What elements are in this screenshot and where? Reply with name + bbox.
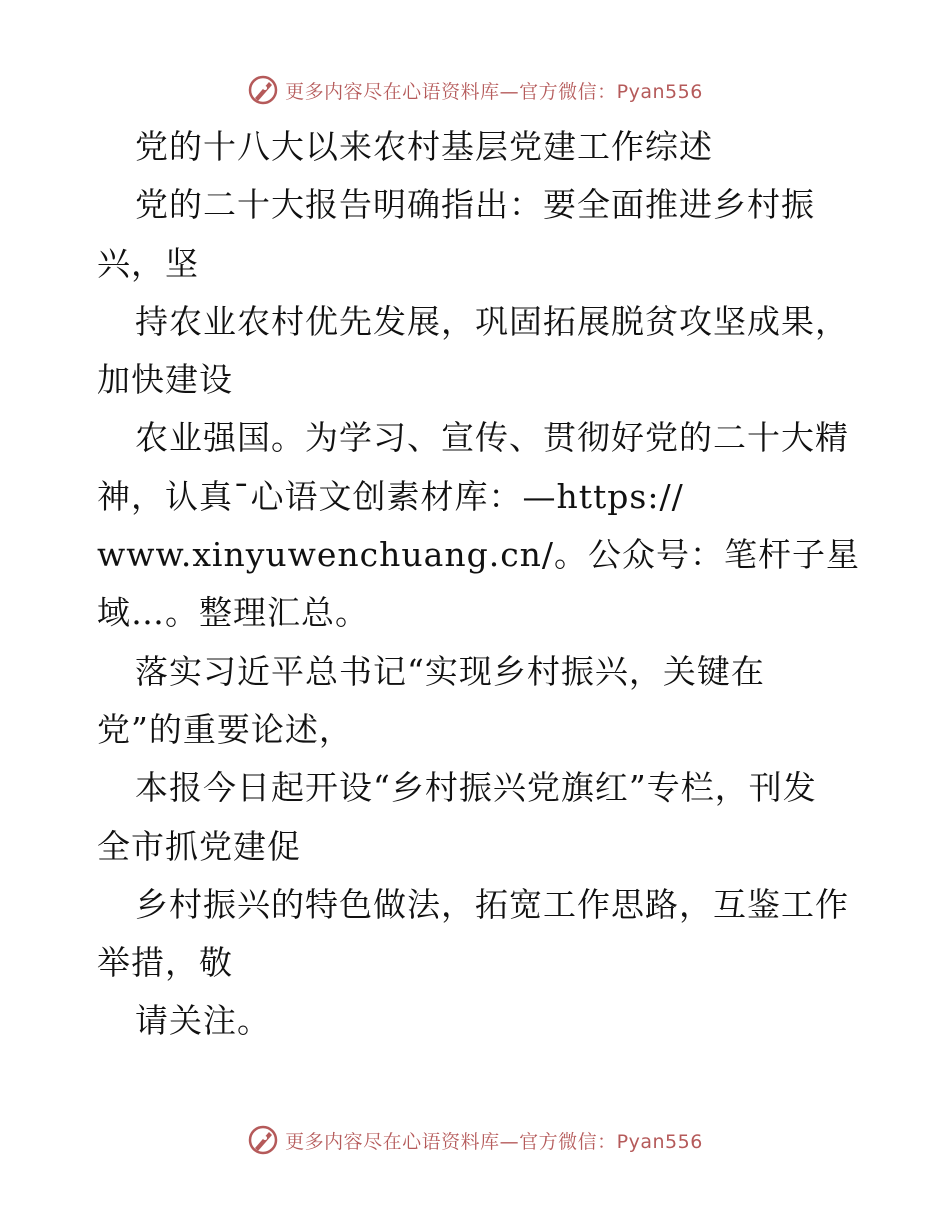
paragraph-line: 全市抓党建促 bbox=[97, 826, 301, 866]
header-banner bbox=[0, 72, 950, 108]
paragraph-line: 持农业农村优先发展，巩固拓展脱贫攻坚成果， bbox=[135, 301, 849, 341]
fountain-pen-logo-icon bbox=[247, 1124, 279, 1156]
document-title: 党的十八大以来农村基层党建工作综述 bbox=[135, 127, 713, 166]
paragraph-line: 神，认真¯心语文创素材库：—https:// bbox=[97, 476, 684, 516]
paragraph-line: 加快建设 bbox=[97, 360, 233, 400]
paragraph-line: www.xinyuwenchuang.cn/。公众号：笔杆子星 bbox=[97, 535, 861, 575]
paragraph-line: 落实习近平总书记“实现乡村振兴，关键在 bbox=[135, 651, 765, 691]
fountain-pen-logo-icon bbox=[247, 74, 279, 106]
paragraph-line: 农业强国。为学习、宣传、贯彻好党的二十大精 bbox=[135, 418, 849, 458]
document-body bbox=[97, 118, 887, 1051]
paragraph-line: 请关注。 bbox=[135, 1001, 271, 1041]
footer-banner-text: 更多内容尽在心语资料库—官方微信：Pyan556 bbox=[285, 1130, 703, 1153]
paragraph-line: 举措，敬 bbox=[97, 943, 233, 983]
paragraph-line: 域…。整理汇总。 bbox=[97, 593, 369, 633]
paragraph-line: 本报今日起开设“乡村振兴党旗红”专栏，刊发 bbox=[135, 768, 817, 808]
header-banner-text: 更多内容尽在心语资料库—官方微信：Pyan556 bbox=[285, 80, 703, 103]
paragraph-line: 乡村振兴的特色做法，拓宽工作思路，互鉴工作 bbox=[135, 884, 849, 924]
paragraph-line: 党的二十大报告明确指出：要全面推进乡村振 bbox=[135, 185, 815, 225]
paragraph-line: 兴，坚 bbox=[97, 243, 199, 283]
footer-banner bbox=[0, 1122, 950, 1158]
paragraph-line: 党”的重要论述， bbox=[97, 709, 353, 749]
